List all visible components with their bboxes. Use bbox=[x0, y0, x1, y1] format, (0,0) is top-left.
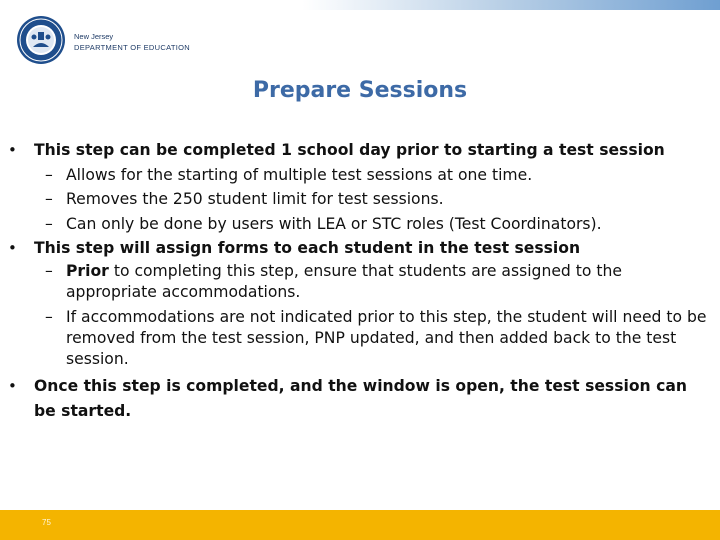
bullet-dot: • bbox=[8, 239, 17, 257]
sub-bullet-item: – Prior to completing this step, ensure that students are assigned to the appropriate accommodations. bbox=[45, 261, 622, 301]
state-name: New Jersey bbox=[74, 32, 114, 41]
en-dash: – bbox=[45, 261, 53, 280]
en-dash: – bbox=[45, 165, 53, 184]
footer-bar bbox=[0, 510, 720, 540]
bullet-dot: • bbox=[8, 376, 17, 395]
en-dash: – bbox=[45, 214, 53, 233]
sub-bullet-item: – Removes the 250 student limit for test sessions. bbox=[8, 187, 708, 212]
header-gradient-bar bbox=[0, 0, 720, 10]
bullet-item: • This step can be completed 1 school day prior to starting a test session bbox=[8, 138, 708, 163]
slide-content bbox=[8, 138, 708, 424]
sub-bullet-item: – Allows for the starting of multiple test sessions at one time. bbox=[8, 163, 708, 188]
slide-title: Prepare Sessions bbox=[252, 78, 468, 103]
agency-name bbox=[74, 31, 190, 53]
sub-bullet-item: – Can only be done by users with LEA or STC roles (Test Coordinators). bbox=[8, 212, 708, 237]
page-number: 75 bbox=[42, 518, 51, 527]
bullet-dot: • bbox=[8, 141, 17, 159]
department-name: DEPARTMENT OF EDUCATION bbox=[74, 43, 190, 52]
sub-bullet-item: – If accommodations are not indicated prior to this step, the student will need to be removed from the test session, PNP updated, and then added back to the test session. bbox=[45, 307, 707, 368]
en-dash: – bbox=[45, 190, 53, 208]
bullet-item: • This step will assign forms to each student in the test session bbox=[8, 236, 708, 261]
en-dash: – bbox=[45, 307, 53, 326]
bullet-item: • Once this step is completed, and the window is open, the test session can be started. bbox=[8, 374, 708, 424]
nj-state-seal-icon bbox=[16, 15, 66, 65]
